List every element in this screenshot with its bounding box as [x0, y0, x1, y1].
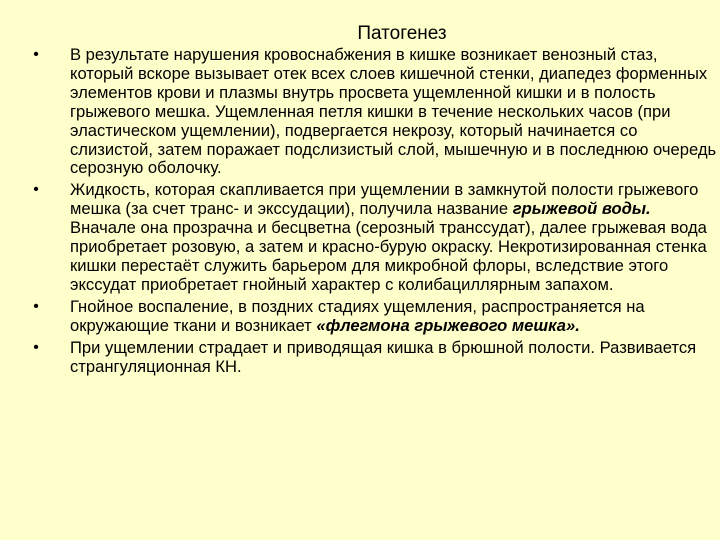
bullet-dot-icon: •	[33, 338, 39, 356]
bullet-dot-icon: •	[33, 46, 39, 63]
bullet-dot-icon: •	[33, 181, 39, 199]
bullet-item	[30, 298, 720, 336]
bullet-text: Жидкость, которая скапливается при ущемлении в замкнутой полости грыжевого мешка (за счет транс- и экссудации), получила название	[70, 180, 699, 219]
slide-title: Патогенез	[357, 23, 447, 44]
bullet-list	[30, 46, 720, 379]
bullet-item	[30, 46, 720, 178]
bullet-text: Вначале она прозрачна и бесцветна (серозный транссудат), далее грыжевая вода приобретает розовую, а затем и красно-бурую окраску. Некротизированная стенка кишки перестаёт служить барьером для микробной флоры, вследствие этого экссудат приобретает гнойный характер с колибациллярным запахом.	[70, 218, 707, 294]
bullet-item	[30, 339, 720, 377]
bullet-text: В результате нарушения кровоснабжения в кишке возникает венозный стаз, который вскоре вызывает отек всех слоев кишечной стенки, диапедез форменных элементов крови и плазмы внутрь просвета ущемленной кишки и в полость грыжевого мешка. Ущемленная петля кишки в течение нескольких часов (при эластическом ущемлении), подвергается некрозу, который начинается со слизистой, затем поражает подслизистый слой, мышечную и в последнюю очередь серозную оболочку.	[70, 45, 717, 178]
bullet-dot-icon: •	[33, 297, 39, 315]
bullet-text: При ущемлении страдает и приводящая кишка в брюшной полости. Развивается странгуляционная КН.	[70, 337, 697, 376]
bullet-text: Гнойное воспаление, в поздних стадиях ущемления, распространяется на окружающие ткани и возникает	[70, 296, 645, 335]
bullet-item	[30, 181, 720, 294]
bullet-emphasis: «флегмона грыжевого мешка».	[316, 315, 580, 335]
bullet-emphasis: грыжевой воды.	[512, 199, 651, 219]
